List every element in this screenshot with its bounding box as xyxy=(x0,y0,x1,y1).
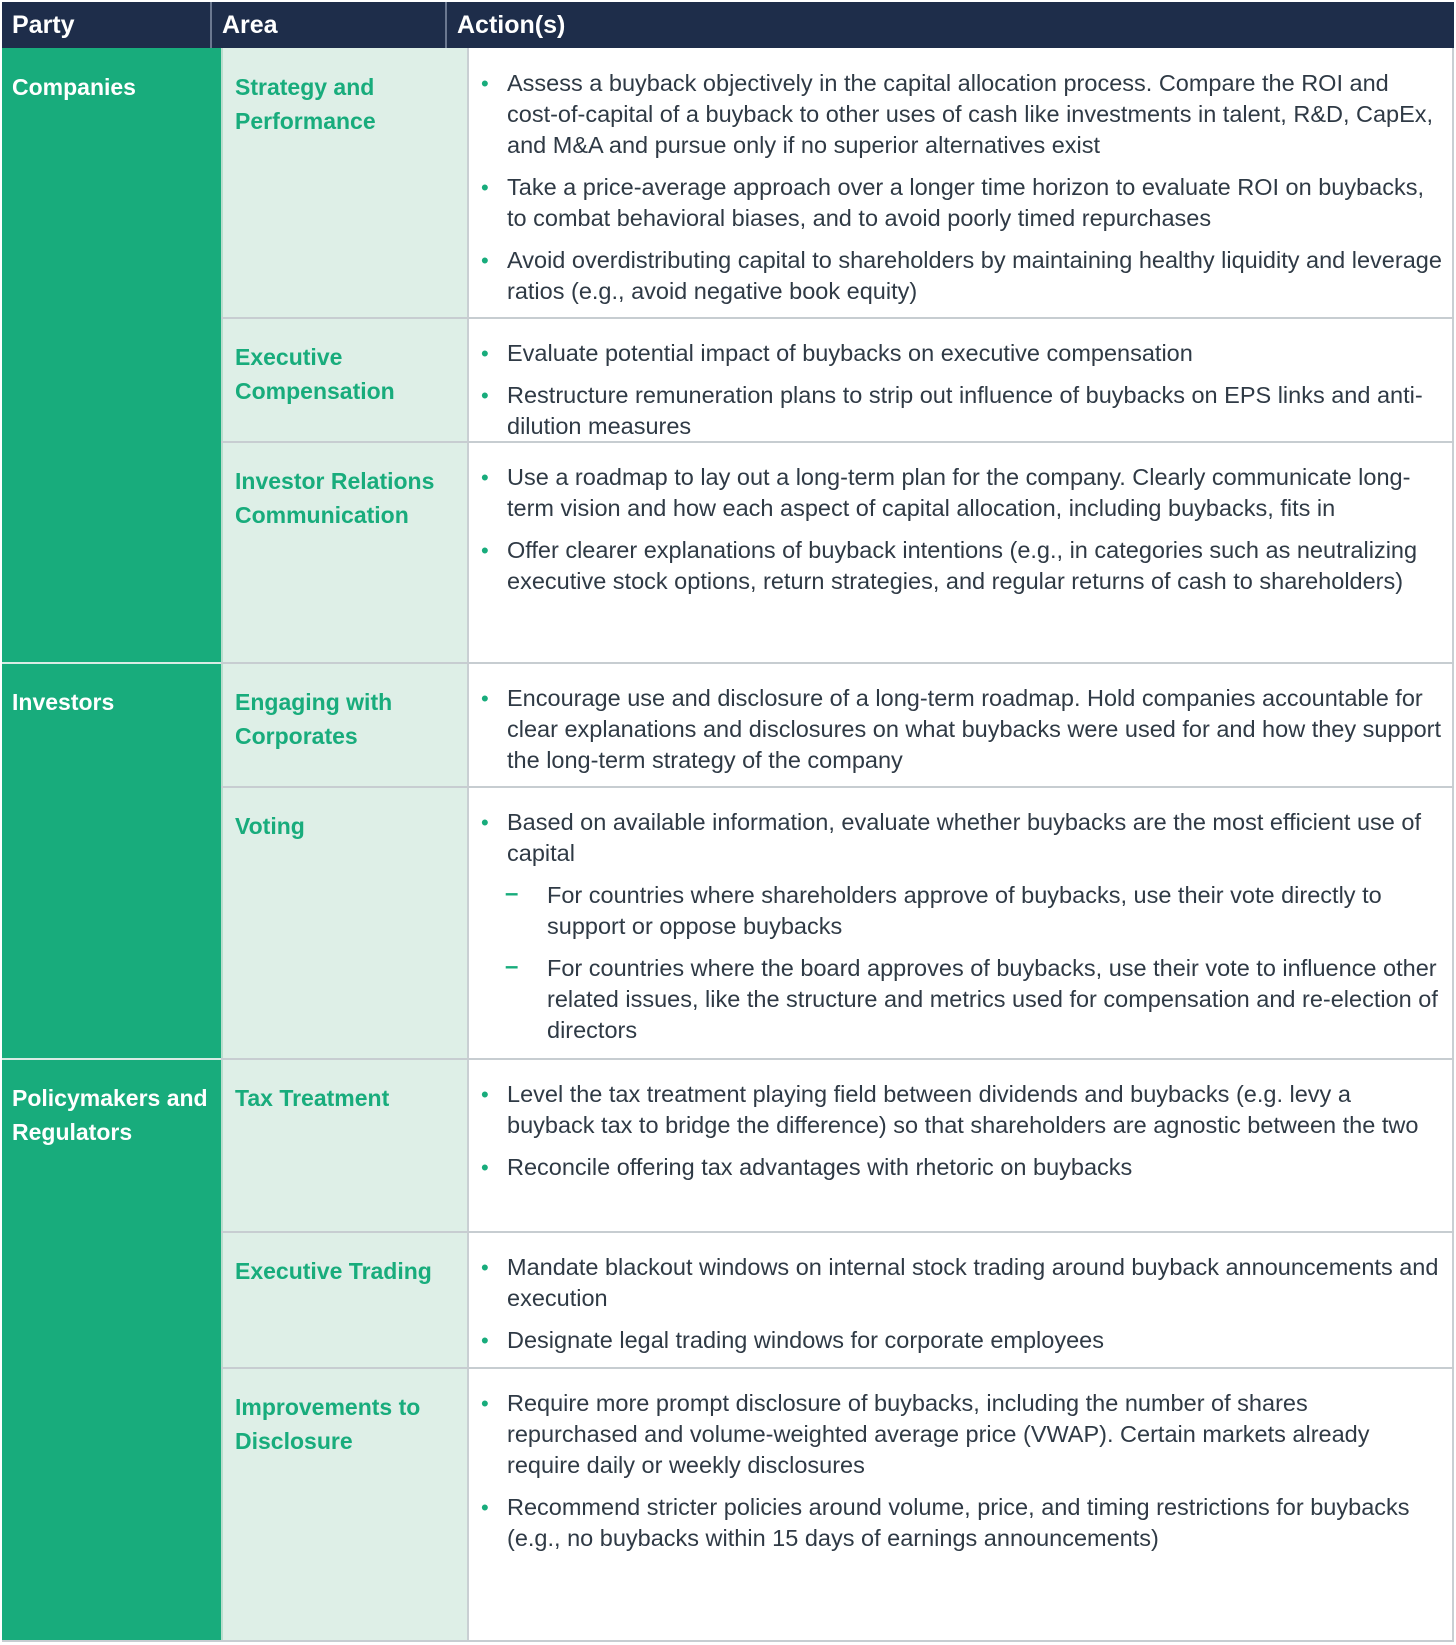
area-label: Executive Compensation xyxy=(235,344,395,404)
area-cell xyxy=(221,1059,469,1232)
row-divider xyxy=(469,317,1454,319)
area-cell xyxy=(221,787,469,1059)
actions-cell xyxy=(469,663,1454,787)
row-divider xyxy=(221,441,469,443)
bullet-dot-icon: • xyxy=(481,175,489,200)
row-divider xyxy=(221,1231,469,1233)
actions-cell xyxy=(469,1232,1454,1368)
area-label: Strategy and Performance xyxy=(235,74,376,134)
row-divider xyxy=(469,786,1454,788)
row-divider xyxy=(221,1367,469,1369)
area-cell xyxy=(221,48,469,318)
party-divider xyxy=(2,662,221,664)
area-cell xyxy=(221,663,469,787)
bullet-dot-icon: • xyxy=(481,1155,489,1180)
sub-bullet-item xyxy=(469,953,1444,1046)
bullet-item xyxy=(469,807,1444,869)
row-divider xyxy=(469,1367,1454,1369)
area-label: Improvements to Disclosure xyxy=(235,1394,421,1454)
row-divider xyxy=(469,662,1454,664)
action-text: Reconcile offering tax advantages with rhetoric on buybacks xyxy=(507,1154,1133,1180)
bullet-item xyxy=(469,1492,1444,1554)
bullet-item xyxy=(469,1252,1444,1314)
bullet-item xyxy=(469,1325,1444,1356)
action-text: Avoid overdistributing capital to shareholders by maintaining healthy liquidity and leverage ratios (e.g., avoid negative book equity) xyxy=(507,247,1442,304)
row-divider xyxy=(469,1231,1454,1233)
bullet-dot-icon: • xyxy=(481,1495,489,1520)
action-text: Mandate blackout windows on internal stock trading around buyback announcements and execution xyxy=(507,1254,1439,1311)
row-divider xyxy=(221,1058,469,1060)
actions-cell xyxy=(469,1368,1454,1640)
bullet-dot-icon: • xyxy=(481,465,489,490)
area-label: Engaging with Corporates xyxy=(235,689,393,749)
dash-icon: – xyxy=(505,953,519,980)
table-header xyxy=(2,2,1454,48)
bullet-dot-icon: • xyxy=(481,71,489,96)
action-text: Use a roadmap to lay out a long-term plan for the company. Clearly communicate long-term vision and how each aspect of capital allocation, including buybacks, fits in xyxy=(507,464,1411,521)
bullet-item xyxy=(469,1388,1444,1481)
area-cell xyxy=(221,318,469,442)
bullet-item xyxy=(469,1152,1444,1183)
bullet-dot-icon: • xyxy=(481,810,489,835)
party-label: Investors xyxy=(12,689,115,715)
action-text: Encourage use and disclosure of a long-term roadmap. Hold companies accountable for clear explanations and disclosures on what buybacks were used for and how they support the long-term strategy of the company xyxy=(507,685,1442,773)
party-cell xyxy=(2,1059,221,1640)
action-text: Offer clearer explanations of buyback intentions (e.g., in categories such as neutralizing executive stock options, return strategies, and regular returns of cash to shareholders) xyxy=(507,537,1418,594)
area-cell xyxy=(221,1232,469,1368)
bullet-item xyxy=(469,462,1444,524)
bullet-item xyxy=(469,172,1444,234)
party-label: Policymakers and Regulators xyxy=(12,1085,208,1145)
row-divider xyxy=(221,786,469,788)
row-divider xyxy=(221,662,469,664)
action-text: Recommend stricter policies around volume, price, and timing restrictions for buybacks (e.g., no buybacks within 15 days of earnings announcements) xyxy=(507,1494,1410,1551)
area-label: Investor Relations Communication xyxy=(235,468,435,528)
bullet-dot-icon: • xyxy=(481,1255,489,1280)
bullet-dot-icon: • xyxy=(481,341,489,366)
bullet-item xyxy=(469,68,1444,161)
action-text: Restructure remuneration plans to strip out influence of buybacks on EPS links and anti-dilution measures xyxy=(507,382,1423,439)
action-text: Require more prompt disclosure of buybacks, including the number of shares repurchased and volume-weighted average price (VWAP). Certain markets already require daily or weekly disclosures xyxy=(507,1390,1370,1478)
dash-icon: – xyxy=(505,880,519,907)
party-label: Companies xyxy=(12,74,136,100)
bullet-dot-icon: • xyxy=(481,538,489,563)
actions-cell xyxy=(469,48,1454,318)
row-divider xyxy=(469,441,1454,443)
sub-bullet-item xyxy=(469,880,1444,942)
action-text: Evaluate potential impact of buybacks on executive compensation xyxy=(507,340,1193,366)
bullet-item xyxy=(469,535,1444,597)
action-text: Take a price-average approach over a longer time horizon to evaluate ROI on buybacks, to combat behavioral biases, and to avoid poorly timed repurchases xyxy=(507,174,1425,231)
bullet-item xyxy=(469,380,1444,442)
actions-cell xyxy=(469,787,1454,1059)
action-text: Based on available information, evaluate whether buybacks are the most efficient use of capital xyxy=(507,809,1421,866)
area-label: Tax Treatment xyxy=(235,1085,390,1111)
action-text: For countries where the board approves of buybacks, use their vote to influence other related issues, like the structure and metrics used for compensation and re-election of directors xyxy=(547,955,1438,1043)
actions-cell xyxy=(469,1059,1454,1232)
buyback-actions-table xyxy=(2,2,1454,1642)
bullet-item xyxy=(469,683,1444,776)
bullet-item xyxy=(469,338,1444,369)
actions-cell xyxy=(469,318,1454,442)
area-label: Executive Trading xyxy=(235,1258,432,1284)
bullet-dot-icon: • xyxy=(481,383,489,408)
bullet-item xyxy=(469,245,1444,307)
action-text: For countries where shareholders approve of buybacks, use their vote directly to support or oppose buybacks xyxy=(547,882,1382,939)
bullet-dot-icon: • xyxy=(481,1391,489,1416)
party-column-header: Party xyxy=(12,11,75,39)
actions-cell xyxy=(469,442,1454,663)
area-label: Voting xyxy=(235,813,305,839)
party-cell xyxy=(2,48,221,663)
bullet-dot-icon: • xyxy=(481,1328,489,1353)
action-text: Level the tax treatment playing field between dividends and buybacks (e.g. levy a buyback tax to bridge the difference) so that shareholders are agnostic between the two xyxy=(507,1081,1419,1138)
area-cell xyxy=(221,1368,469,1640)
row-divider xyxy=(221,317,469,319)
actions-column-header: Action(s) xyxy=(457,11,566,39)
area-column-header: Area xyxy=(222,11,278,39)
table-bottom-border xyxy=(2,1640,1454,1642)
row-divider xyxy=(469,1058,1454,1060)
bullet-dot-icon: • xyxy=(481,248,489,273)
area-cell xyxy=(221,442,469,663)
bullet-dot-icon: • xyxy=(481,1082,489,1107)
party-divider xyxy=(2,1058,221,1060)
action-text: Assess a buyback objectively in the capital allocation process. Compare the ROI and cost-of-capital of a buyback to other uses of cash like investments in talent, R&D, CapEx, and M&A and pursue only if no superior alternatives exist xyxy=(507,70,1434,158)
bullet-dot-icon: • xyxy=(481,686,489,711)
bullet-item xyxy=(469,1079,1444,1141)
party-cell xyxy=(2,663,221,1059)
action-text: Designate legal trading windows for corporate employees xyxy=(507,1327,1104,1353)
